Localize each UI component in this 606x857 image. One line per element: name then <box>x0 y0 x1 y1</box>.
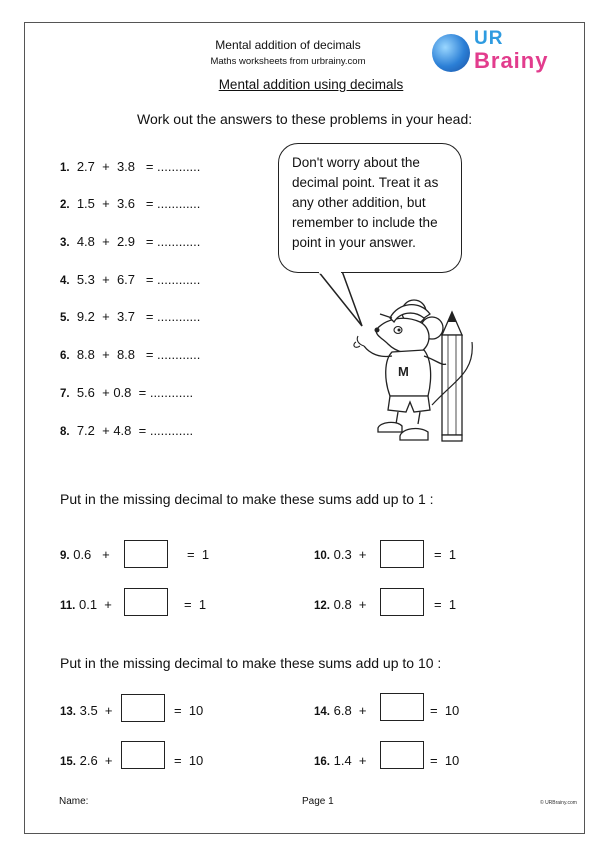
answer-box-14[interactable] <box>380 693 424 721</box>
question-7: 7. 5.6 + 0.8 = ............ <box>60 385 194 400</box>
name-label: Name: <box>59 796 89 807</box>
answer-box-10[interactable] <box>380 540 424 568</box>
question-10: 10. 0.3 + <box>314 547 367 562</box>
question-2: 2. 1.5 + 3.6 = ............ <box>60 196 201 211</box>
worksheet-subtitle: Maths worksheets from urbrainy.com <box>210 56 366 67</box>
question-11: 11. 0.1 + <box>60 597 112 612</box>
instruction-part2: Put in the missing decimal to make these sums add up to 1 : <box>60 491 434 507</box>
question-12: 12. 0.8 + <box>314 597 367 612</box>
question-15: 15. 2.6 + <box>60 753 113 768</box>
answer-box-11[interactable] <box>124 588 168 616</box>
question-16: 16. 1.4 + <box>314 753 367 768</box>
question-16-result: = 10 <box>430 753 460 768</box>
question-10-result: = 1 <box>434 547 457 562</box>
question-5: 5. 9.2 + 3.7 = ............ <box>60 309 201 324</box>
question-13-result: = 10 <box>174 703 204 718</box>
answer-box-15[interactable] <box>121 741 165 769</box>
question-14-result: = 10 <box>430 703 460 718</box>
logo-brainy-text: Brainy <box>474 48 549 73</box>
question-12-result: = 1 <box>434 597 457 612</box>
answer-box-9[interactable] <box>124 540 168 568</box>
question-13: 13. 3.5 + <box>60 703 113 718</box>
page-number: Page 1 <box>302 796 334 807</box>
question-4: 4. 5.3 + 6.7 = ............ <box>60 272 201 287</box>
copyright-text: © URBrainy.com <box>540 800 577 806</box>
question-9: 9. 0.6 + <box>60 547 110 562</box>
answer-box-16[interactable] <box>380 741 424 769</box>
question-3: 3. 4.8 + 2.9 = ............ <box>60 234 201 249</box>
question-15-result: = 10 <box>174 753 204 768</box>
pencil-icon <box>442 312 462 441</box>
question-11-result: = 1 <box>184 597 207 612</box>
worksheet-title: Mental addition of decimals <box>215 38 361 52</box>
answer-box-12[interactable] <box>380 588 424 616</box>
section-title: Mental addition using decimals <box>218 77 404 92</box>
answer-box-13[interactable] <box>121 694 165 722</box>
instruction-part1: Work out the answers to these problems in your head: <box>137 111 473 127</box>
tip-text: Don't worry about the decimal point. Treat it as any other addition, but remember to include the point in your answer. <box>292 155 439 250</box>
question-8: 8. 7.2 + 4.8 = ............ <box>60 423 194 438</box>
mouse-with-pencil-illustration <box>250 140 480 450</box>
question-14: 14. 6.8 + <box>314 703 367 718</box>
question-1: 1. 2.7 + 3.8 = ............ <box>60 159 201 174</box>
question-6: 6. 8.8 + 8.8 = ............ <box>60 347 201 362</box>
instruction-part3: Put in the missing decimal to make these sums add up to 10 : <box>60 655 442 671</box>
shirt-letter: M <box>398 364 409 379</box>
logo-ur-text: UR <box>474 28 504 49</box>
question-9-result: = 1 <box>187 547 210 562</box>
